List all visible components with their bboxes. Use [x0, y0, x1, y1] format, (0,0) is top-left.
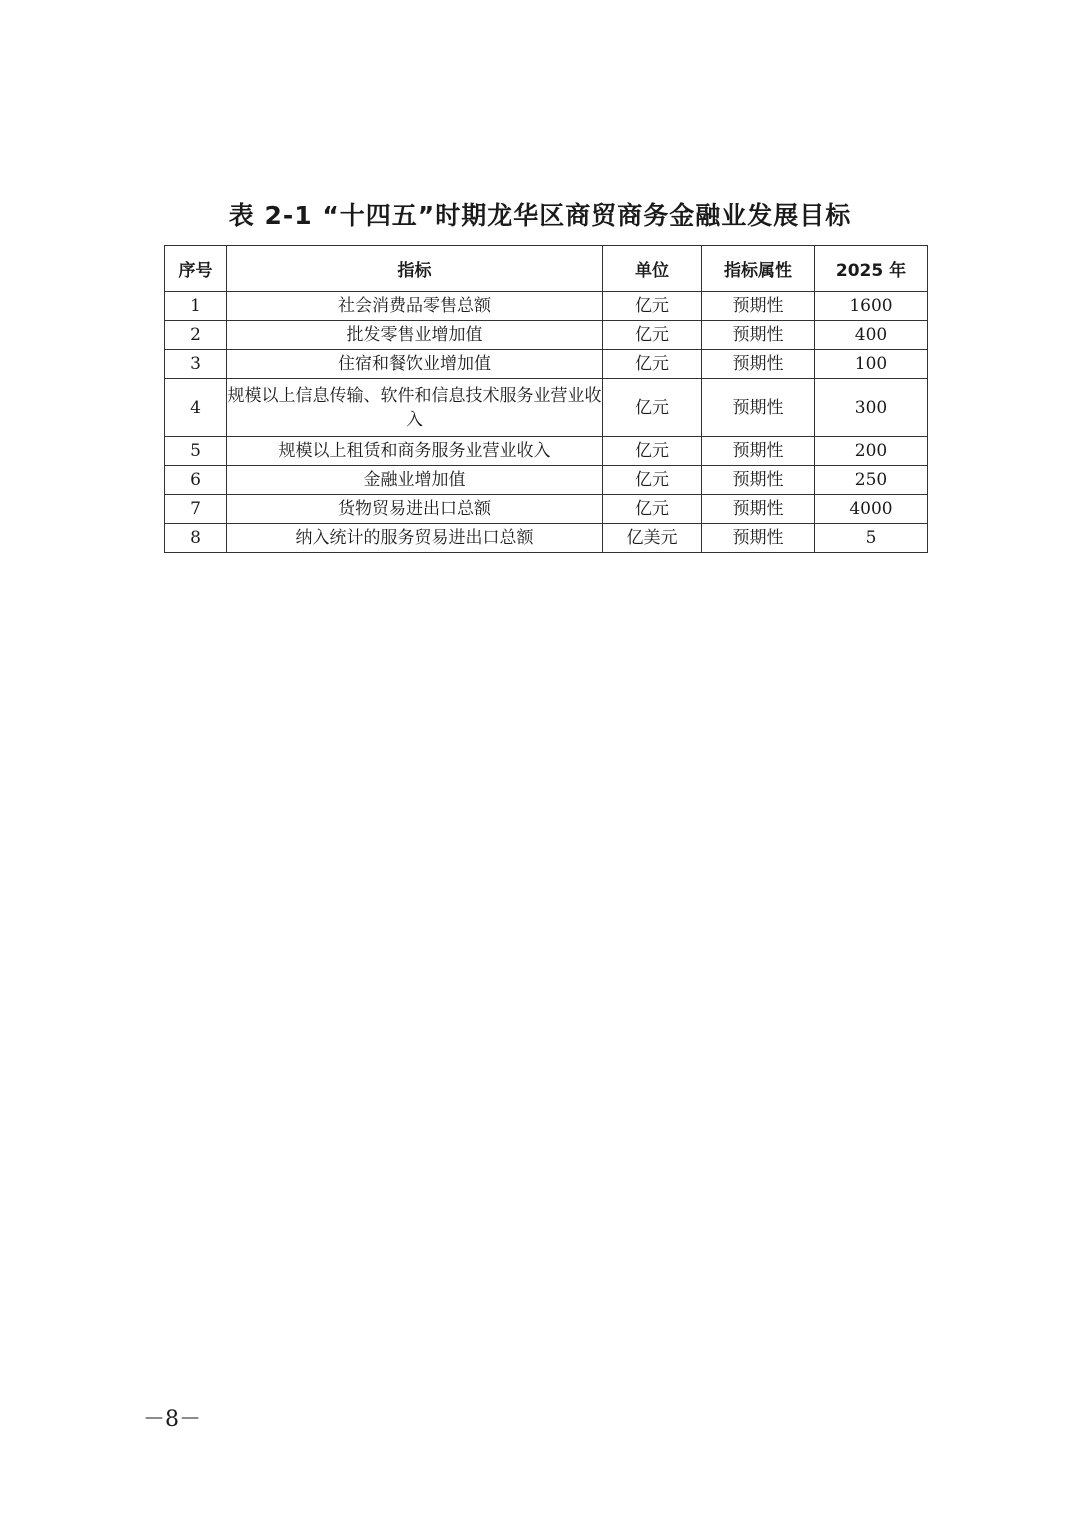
cell-number: 2 — [165, 321, 227, 350]
targets-table — [164, 245, 928, 553]
cell-attribute: 预期性 — [702, 350, 815, 379]
cell-attribute: 预期性 — [702, 379, 815, 437]
page-number: －8－ — [143, 1407, 201, 1432]
cell-target: 400 — [815, 321, 928, 350]
cell-indicator: 批发零售业增加值 — [227, 321, 603, 350]
cell-number: 1 — [165, 292, 227, 321]
table-row — [165, 350, 928, 379]
table-row — [165, 292, 928, 321]
header-attribute: 指标属性 — [702, 246, 815, 292]
cell-unit: 亿元 — [603, 321, 702, 350]
table-header-row — [165, 246, 928, 292]
cell-unit: 亿元 — [603, 495, 702, 524]
table-row — [165, 379, 928, 437]
header-target-2025: 2025 年 — [815, 246, 928, 292]
cell-attribute: 预期性 — [702, 292, 815, 321]
cell-unit: 亿元 — [603, 350, 702, 379]
cell-indicator: 社会消费品零售总额 — [227, 292, 603, 321]
cell-indicator: 货物贸易进出口总额 — [227, 495, 603, 524]
cell-target: 200 — [815, 437, 928, 466]
header-number: 序号 — [165, 246, 227, 292]
table-row — [165, 321, 928, 350]
cell-attribute: 预期性 — [702, 524, 815, 553]
table-title: 表 2-1 “十四五”时期龙华区商贸商务金融业发展目标 — [228, 201, 852, 230]
cell-number: 7 — [165, 495, 227, 524]
cell-target: 300 — [815, 379, 928, 437]
cell-number: 8 — [165, 524, 227, 553]
cell-unit: 亿元 — [603, 437, 702, 466]
cell-attribute: 预期性 — [702, 495, 815, 524]
table-row — [165, 495, 928, 524]
cell-target: 5 — [815, 524, 928, 553]
cell-indicator: 住宿和餐饮业增加值 — [227, 350, 603, 379]
cell-indicator: 纳入统计的服务贸易进出口总额 — [227, 524, 603, 553]
cell-indicator: 规模以上信息传输、软件和信息技术服务业营业收入 — [227, 379, 603, 437]
header-unit: 单位 — [603, 246, 702, 292]
cell-attribute: 预期性 — [702, 437, 815, 466]
cell-unit: 亿元 — [603, 292, 702, 321]
cell-target: 4000 — [815, 495, 928, 524]
cell-unit: 亿美元 — [603, 524, 702, 553]
cell-number: 4 — [165, 379, 227, 437]
cell-target: 100 — [815, 350, 928, 379]
cell-target: 250 — [815, 466, 928, 495]
cell-indicator: 金融业增加值 — [227, 466, 603, 495]
cell-target: 1600 — [815, 292, 928, 321]
table-row — [165, 437, 928, 466]
cell-unit: 亿元 — [603, 466, 702, 495]
cell-number: 5 — [165, 437, 227, 466]
cell-indicator: 规模以上租赁和商务服务业营业收入 — [227, 437, 603, 466]
cell-unit: 亿元 — [603, 379, 702, 437]
table-row — [165, 524, 928, 553]
cell-attribute: 预期性 — [702, 466, 815, 495]
cell-number: 3 — [165, 350, 227, 379]
cell-number: 6 — [165, 466, 227, 495]
header-indicator: 指标 — [227, 246, 603, 292]
cell-attribute: 预期性 — [702, 321, 815, 350]
table-row — [165, 466, 928, 495]
